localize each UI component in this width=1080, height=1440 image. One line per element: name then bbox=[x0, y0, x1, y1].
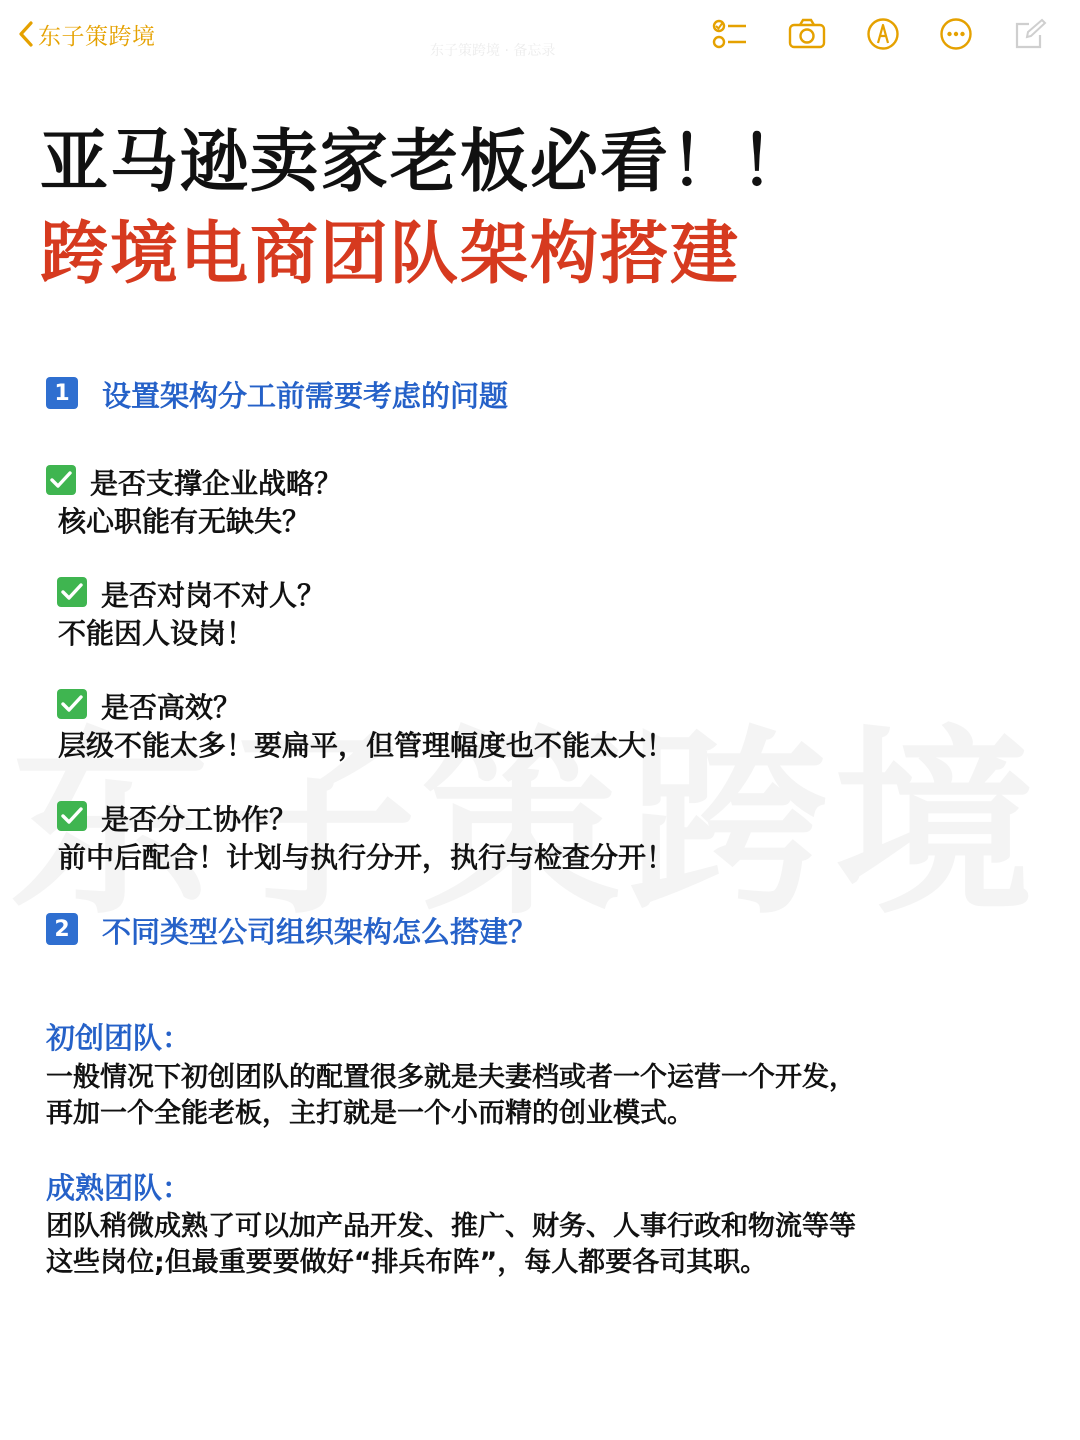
note-title-faint: 东子策跨境 · 备忘录 bbox=[430, 43, 556, 59]
check-icon bbox=[57, 801, 87, 831]
question-2: 是否对岗不对人？ bbox=[101, 579, 326, 612]
answer-3: 层级不能太多！要扁平，但管理幅度也不能太大！ bbox=[58, 729, 675, 762]
headline-line-1: 亚马逊卖家老板必看！！ bbox=[40, 123, 811, 202]
checklist-button[interactable] bbox=[710, 14, 750, 54]
headline-line-2: 跨境电商团队架构搭建 bbox=[40, 215, 741, 294]
more-icon bbox=[939, 17, 973, 51]
section-number-badge: 1 bbox=[46, 377, 78, 409]
check-icon bbox=[46, 465, 76, 495]
markup-button[interactable] bbox=[863, 14, 903, 54]
check-icon bbox=[57, 577, 87, 607]
question-1: 是否支撑企业战略？ bbox=[90, 467, 343, 500]
back-button[interactable] bbox=[18, 14, 156, 54]
mature-team-line-2: 这些岗位;但最重要要做好“排兵布阵”，每人都要各司其职。 bbox=[46, 1247, 768, 1278]
check-icon bbox=[57, 689, 87, 719]
mature-team-heading: 成熟团队： bbox=[46, 1171, 192, 1205]
answer-2: 不能因人设岗！ bbox=[58, 617, 255, 650]
checklist-icon bbox=[712, 18, 748, 50]
more-button[interactable] bbox=[936, 14, 976, 54]
markup-pen-icon bbox=[866, 17, 900, 51]
startup-team-line-2: 再加一个全能老板，主打就是一个小而精的创业模式。 bbox=[46, 1098, 694, 1129]
startup-team-line-1: 一般情况下初创团队的配置很多就是夫妻档或者一个运营一个开发， bbox=[46, 1062, 856, 1093]
answer-4: 前中后配合！计划与执行分开，执行与检查分开！ bbox=[58, 841, 675, 874]
compose-icon bbox=[1013, 17, 1047, 51]
top-toolbar bbox=[0, 0, 1080, 70]
section-1-title: 设置架构分工前需要考虑的问题 bbox=[102, 379, 509, 413]
camera-icon bbox=[788, 18, 826, 50]
section-number-badge: 2 bbox=[46, 913, 78, 945]
compose-button[interactable] bbox=[1010, 14, 1050, 54]
question-4: 是否分工协作？ bbox=[101, 803, 298, 836]
back-label: 东子策跨境 bbox=[38, 23, 156, 50]
startup-team-heading: 初创团队： bbox=[46, 1021, 192, 1055]
camera-button[interactable] bbox=[787, 14, 827, 54]
answer-1: 核心职能有无缺失？ bbox=[58, 505, 311, 538]
question-3: 是否高效？ bbox=[101, 691, 242, 724]
mature-team-line-1: 团队稍微成熟了可以加产品开发、推广、财务、人事行政和物流等等 bbox=[46, 1211, 856, 1242]
section-2-title: 不同类型公司组织架构怎么搭建？ bbox=[102, 915, 538, 949]
chevron-left-icon bbox=[18, 21, 34, 47]
